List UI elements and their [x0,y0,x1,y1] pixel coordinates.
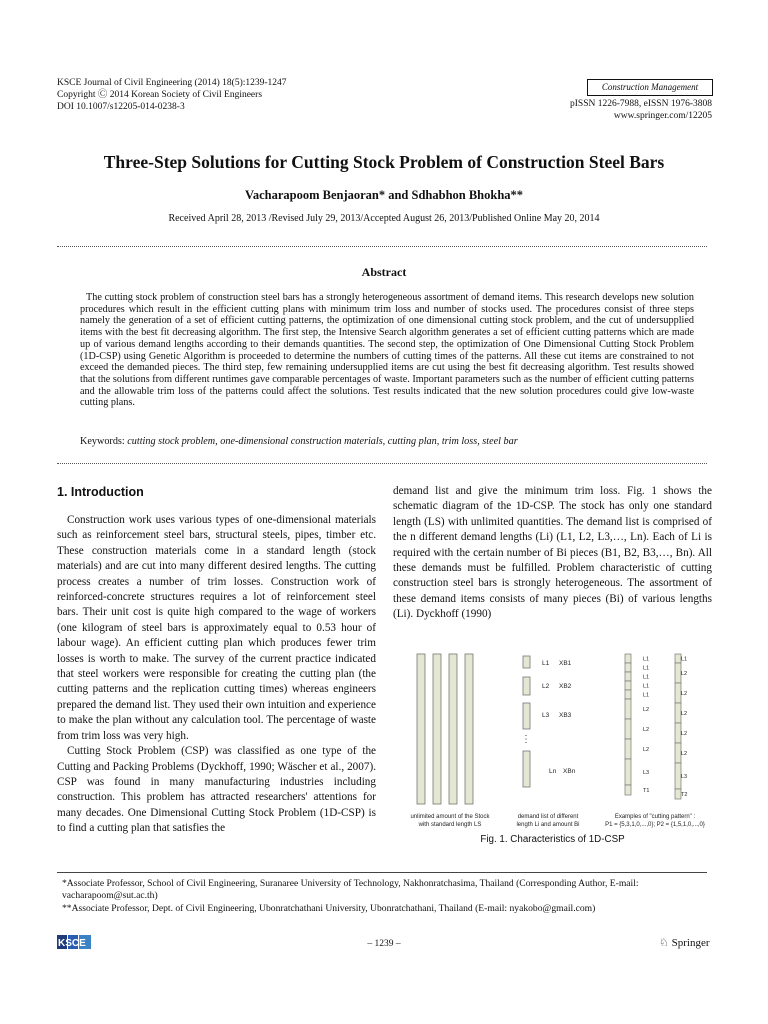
keywords [80,436,518,447]
demand-label: XB3 [559,712,572,719]
pattern-label: L1 [643,665,650,672]
paragraph: Construction work uses various types of one-dimensional materials such as reinforcement steel bars, structural steels, pipes, timber etc. These construction materials come in a standard length (stock materials) and are cut into many different desired lengths. The cutting process creates a number of trim losses. Construction work of reinforced-concrete structures requires a lot of reinforcement steel bars. Their unit cost is quite high compared to the wage of workers (one kilogram of steel bars is approximately equal to 0.53 hour of labour wage). An efficient cutting plan which produces fewer trim losses is worth to make. The survey of the current practice indicated that steel workers were responsible for creating the cutting plan (the cutting patterns and the replication cutting times) whereas engineers prepared the demand list. They used their own intuition and experience to make the plan without any calculation tool. The percentage of waste from trim loss was very high. [57,514,376,742]
pattern-label: L1 [681,656,688,663]
journal-citation: KSCE Journal of Civil Engineering (2014) 18(5):1239-1247 [57,78,287,88]
pattern-segment [625,672,631,681]
pattern-segment [625,690,631,699]
demand-label: XB2 [559,683,572,690]
demand-label: Ln [549,768,557,775]
pattern-label: L1 [643,656,650,663]
issn-block [570,98,712,122]
stock-bar [449,654,457,804]
pattern-label: T1 [643,788,650,794]
abstract-heading: Abstract [361,265,407,279]
issn: pISSN 1226-7988, eISSN 1976-3808 [570,99,712,109]
pattern-label: L2 [681,751,688,757]
doi: DOI 10.1007/s12205-014-0238-3 [57,102,185,112]
journal-info [57,77,287,113]
footnote-rule [57,872,707,873]
pattern-label: L3 [681,774,688,780]
stock-bar [433,654,441,804]
pattern-label: L2 [681,671,688,677]
demand-label: L1 [542,660,550,667]
springer-logo [659,936,710,949]
right-column [393,484,712,623]
figure-1d-csp [405,648,705,834]
divider-top [57,246,707,247]
paper-title: Three-Step Solutions for Cutting Stock Problem of Construction Steel Bars [103,152,665,172]
pattern-label: L2 [643,747,650,753]
pattern-segment [625,719,631,739]
pattern-label: L1 [643,692,650,699]
pattern-segment [625,663,631,672]
figure-caption: Fig. 1. Characteristics of 1D-CSP [480,834,625,845]
copyright: Copyright Ⓒ 2014 Korean Society of Civil Engineers [57,90,263,100]
paragraph: demand list and give the minimum trim loss. Fig. 1 shows the schematic diagram of the 1D-CSP. The stock has only one standard length (LS) with unlimited quantities. The demand list is comprised of the n different demand lengths (Li) (L1, L2, L3,…, Ln). Each of Li is required with the certain number of Bi pieces (B1, B2, B3,…, Bn). All these demands must be fulfilled. Problem characteristic of cutting construction steel bars is strongly heterogeneous. The assortment of these demand items consists of many pieces (Bi) of various lengths (Li). Dyckhoff (1990) [393,485,712,621]
paragraph: Cutting Stock Problem (CSP) was classified as one type of the Cutting and Packing Problems (Dyckhoff, 1990; Wäscher et al., 2007). CSP was found in many manufacturing industries including construction. This problem has attracted researchers' attentions for many decades. One Dimensional Cutting Stock Problem (1D-CSP) is to find a cutting plan that satisfies the [57,745,376,835]
pattern-label: L2 [681,711,688,717]
cutting-pattern-1 [625,654,649,795]
demand-item [523,751,530,787]
pattern-label: L2 [681,691,688,697]
pattern-label: L2 [643,727,650,733]
pattern-segment [625,739,631,759]
journal-url[interactable]: www.springer.com/12205 [613,111,712,121]
subcaption: Examples of "cutting pattern" : [614,814,696,820]
demand-label: XBn [563,768,576,775]
subcaption: length Li and amount Bi [516,822,580,828]
stock-bars [417,654,473,804]
pattern-label: L2 [681,731,688,737]
pattern-label: L3 [643,770,650,776]
pattern-segment [625,699,631,719]
cutting-pattern-2 [675,654,687,799]
authors: Vacharapoom Benjaoran* and Sdhabhon Bhokha** [244,188,524,202]
demand-label: L2 [542,683,550,690]
page-number: – 1239 – [367,939,401,949]
keywords-list: cutting stock problem, one-dimensional construction materials, cutting plan, trim loss, steel bar [127,436,518,447]
demand-item [523,677,530,695]
stock-bar [417,654,425,804]
ksce-logo-text: KSCE [58,938,86,949]
pattern-segment [625,681,631,690]
demand-item [523,703,530,729]
springer-text: Springer [671,937,710,949]
category-badge: Construction Management [587,79,713,96]
stock-bar [465,654,473,804]
pattern-label: L1 [643,674,650,681]
pattern-label: T2 [681,792,688,798]
pattern-segment [625,759,631,785]
pattern-segment [625,785,631,795]
demand-label: L3 [542,712,550,719]
subcaption: P1 = {5,3,1,0,...,0}; P2 = {1,5,1,0,...,0} [605,822,705,828]
footnote-author-1: *Associate Professor, School of Civil Engineering, Suranaree University of Technology, Nakhonratchasima, Thailand (Corresponding Author, E-mail: vacharapoom@sut.ac.th) [62,878,639,901]
left-column [57,513,376,837]
demand-item [523,656,530,668]
abstract-text: The cutting stock problem of construction steel bars has a strongly heterogeneous assortment of demand items. This research develops new solution procedures which result in the efficient cutting plans with minimum trim loss and number of stocks used. The procedures consist of three steps namely the generation of a set of efficient cutting patterns, the optimization of one dimensional cutting stock problem, and the cut of undersupplied items with the best fit decreasing algorithm. The first step, the Intensive Search algorithm generates a set of efficient cutting patterns which are made up of various demand lengths according to their demands quantities. The second step, the optimization of One Dimensional Cutting Stock Problem (1D-CSP) using Genetic Algorithm is proceeded to determine the numbers of cutting times of the patterns. All these cut items are constrained to not exceed the demanded pieces. The third step, few remaining undersupplied items are cut using the best fit decreasing algorithm. Test results showed that the solutions from different runtimes gave comparable percentages of waste. Important parameters such as the number of efficient cutting patterns and the allowable trim loss of the patterns could affect the solutions. Test results indicated that the new solution procedures could give low-waste cutting plans. [80,292,694,409]
keywords-label: Keywords: [80,436,125,447]
pattern-label: L2 [643,707,650,713]
footnote-author-2: **Associate Professor, Dept. of Civil Engineering, Ubonratchathani University, Ubonratchathani, Thailand (E-mail: nyakobo@gmail.com) [62,903,596,914]
ellipsis: ⋮ [521,734,531,745]
subcaption: with standard length LS [418,822,482,828]
pattern-label: L1 [643,683,650,690]
subcaption: unlimited amount of the Stock [410,814,490,820]
section-heading: 1. Introduction [57,485,144,499]
received-dates: Received April 28, 2013 /Revised July 29, 2013/Accepted August 26, 2013/Published Online May 20, 2014 [168,213,600,224]
subcaption: demand list of different [517,814,579,820]
pattern-segment [625,654,631,663]
divider-abstract [57,463,707,464]
springer-horse-icon: ♘ [659,937,669,949]
demand-list [523,656,530,787]
demand-label: XB1 [559,660,572,667]
